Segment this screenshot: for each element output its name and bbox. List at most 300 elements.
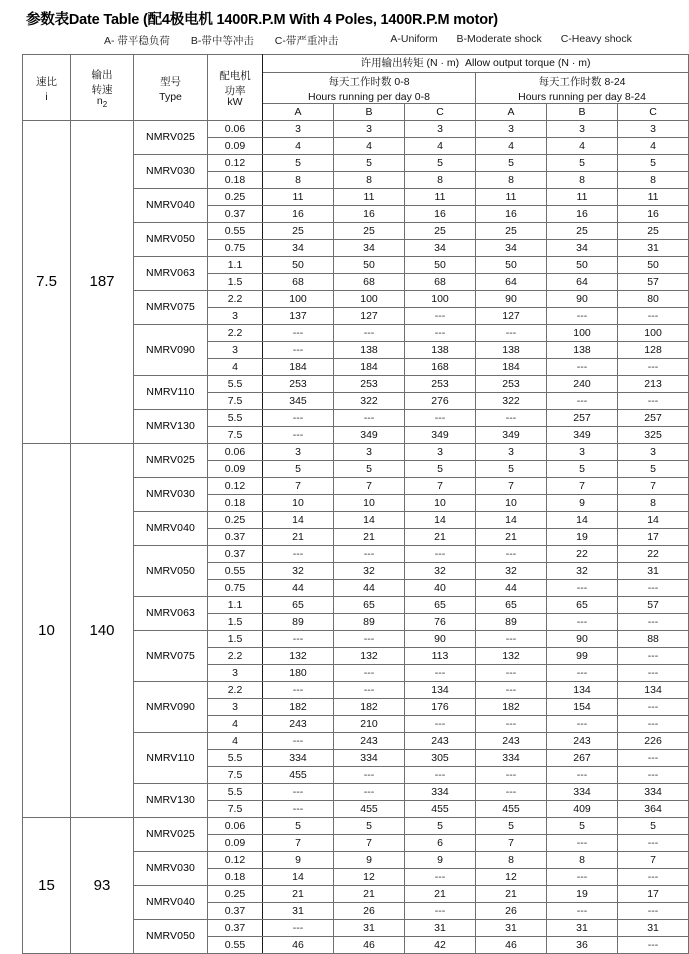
torque-cell: 168 (405, 359, 476, 376)
torque-cell: --- (547, 903, 618, 920)
torque-cell: 182 (263, 699, 334, 716)
torque-cell: --- (476, 631, 547, 648)
header-type-en: Type (159, 90, 182, 103)
torque-cell: 10 (263, 495, 334, 512)
torque-cell: 76 (405, 614, 476, 631)
torque-cell: 7 (618, 478, 689, 495)
power-cell: 0.37 (208, 529, 263, 546)
power-cell: 2.2 (208, 291, 263, 308)
model-cell: NMRV040 (134, 512, 208, 546)
torque-cell: 36 (547, 937, 618, 954)
torque-cell: 455 (476, 801, 547, 818)
torque-cell: 5 (405, 461, 476, 478)
power-cell: 7.5 (208, 767, 263, 784)
power-cell: 3 (208, 699, 263, 716)
model-cell: NMRV075 (134, 291, 208, 325)
header-hours1-cn: 每天工作时数 0-8 (328, 76, 410, 88)
torque-cell: 3 (618, 121, 689, 138)
header-power-cn2: 功率 (224, 85, 246, 98)
torque-cell: 409 (547, 801, 618, 818)
torque-cell: 16 (405, 206, 476, 223)
torque-cell: --- (618, 648, 689, 665)
power-cell: 0.09 (208, 835, 263, 852)
power-cell: 5.5 (208, 410, 263, 427)
legend-cn-a: A- 带平稳负荷 (104, 35, 170, 47)
torque-cell: 6 (405, 835, 476, 852)
model-cell: NMRV130 (134, 410, 208, 444)
torque-cell: 334 (263, 750, 334, 767)
power-cell: 1.5 (208, 274, 263, 291)
header-col-a1: A (263, 104, 334, 121)
header-type (134, 55, 208, 121)
model-cell: NMRV090 (134, 325, 208, 376)
torque-cell: 253 (263, 376, 334, 393)
torque-cell: 322 (476, 393, 547, 410)
torque-cell: --- (263, 631, 334, 648)
torque-cell: 138 (334, 342, 405, 359)
torque-cell: 68 (263, 274, 334, 291)
header-hours1-en: Hours running per day 0-8 (308, 91, 430, 104)
torque-cell: --- (476, 767, 547, 784)
power-cell: 0.25 (208, 189, 263, 206)
torque-cell: 16 (547, 206, 618, 223)
torque-cell: --- (476, 716, 547, 733)
torque-cell: 25 (263, 223, 334, 240)
ratio-cell: 15 (23, 818, 71, 954)
torque-cell: 100 (334, 291, 405, 308)
power-cell: 0.06 (208, 121, 263, 138)
torque-cell: 334 (334, 750, 405, 767)
torque-cell: --- (263, 920, 334, 937)
power-cell: 5.5 (208, 376, 263, 393)
table-head (23, 55, 689, 121)
power-cell: 3 (208, 308, 263, 325)
torque-cell: 12 (334, 869, 405, 886)
torque-cell: 21 (476, 886, 547, 903)
torque-cell: 34 (547, 240, 618, 257)
torque-cell: 89 (263, 614, 334, 631)
header-torque-en: Allow output torque (N · m) (465, 56, 591, 69)
torque-cell: --- (263, 342, 334, 359)
torque-cell: 7 (263, 478, 334, 495)
torque-cell: 100 (263, 291, 334, 308)
torque-cell: 184 (263, 359, 334, 376)
torque-cell: --- (476, 682, 547, 699)
torque-cell: 5 (334, 818, 405, 835)
torque-cell: --- (263, 410, 334, 427)
power-cell: 2.2 (208, 682, 263, 699)
torque-cell: 89 (334, 614, 405, 631)
torque-cell: 5 (618, 818, 689, 835)
torque-cell: 11 (618, 189, 689, 206)
torque-cell: 14 (334, 512, 405, 529)
header-rpm-subscript: 2 (102, 99, 108, 109)
torque-cell: --- (334, 682, 405, 699)
header-hours-8-24 (476, 73, 689, 104)
torque-cell: 243 (476, 733, 547, 750)
legend-en-b: B-Moderate shock (456, 33, 542, 45)
torque-cell: 113 (405, 648, 476, 665)
torque-cell: 322 (334, 393, 405, 410)
torque-cell: 14 (547, 512, 618, 529)
torque-cell: 57 (618, 597, 689, 614)
model-cell: NMRV030 (134, 155, 208, 189)
torque-cell: 455 (263, 767, 334, 784)
torque-cell: --- (547, 614, 618, 631)
torque-cell: 14 (476, 512, 547, 529)
torque-cell: 8 (334, 172, 405, 189)
torque-cell: 226 (618, 733, 689, 750)
torque-cell: 345 (263, 393, 334, 410)
power-cell: 0.18 (208, 495, 263, 512)
power-cell: 0.37 (208, 206, 263, 223)
torque-cell: --- (547, 767, 618, 784)
torque-cell: 65 (263, 597, 334, 614)
torque-cell: 68 (334, 274, 405, 291)
torque-cell: 5 (334, 155, 405, 172)
torque-cell: 10 (476, 495, 547, 512)
torque-cell: 46 (334, 937, 405, 954)
torque-cell: 7 (476, 478, 547, 495)
torque-cell: 305 (405, 750, 476, 767)
torque-cell: 88 (618, 631, 689, 648)
torque-cell: --- (334, 631, 405, 648)
torque-cell: 253 (405, 376, 476, 393)
torque-cell: 180 (263, 665, 334, 682)
torque-cell: 7 (334, 478, 405, 495)
torque-cell: 8 (405, 172, 476, 189)
power-cell: 0.37 (208, 920, 263, 937)
model-cell: NMRV063 (134, 597, 208, 631)
table-row (23, 121, 689, 138)
power-cell: 0.55 (208, 937, 263, 954)
torque-cell: 32 (263, 563, 334, 580)
page-title: 参数表Date Table (配4极电机 1400R.P.M With 4 Poles, 1400R.P.M motor) (26, 12, 498, 28)
torque-cell: 34 (476, 240, 547, 257)
model-cell: NMRV030 (134, 852, 208, 886)
model-cell: NMRV040 (134, 189, 208, 223)
torque-cell: 3 (618, 444, 689, 461)
torque-cell: --- (547, 393, 618, 410)
header-power-unit: kW (227, 96, 243, 109)
torque-cell: 65 (334, 597, 405, 614)
torque-cell: 132 (263, 648, 334, 665)
torque-cell: --- (334, 784, 405, 801)
torque-cell: 57 (618, 274, 689, 291)
table-body (23, 121, 689, 954)
torque-cell: 65 (476, 597, 547, 614)
torque-cell: 243 (263, 716, 334, 733)
torque-cell: 4 (405, 138, 476, 155)
header-col-b1: B (334, 104, 405, 121)
torque-cell: 349 (405, 427, 476, 444)
power-cell: 0.75 (208, 580, 263, 597)
torque-cell: --- (618, 393, 689, 410)
torque-cell: 17 (618, 529, 689, 546)
torque-cell: 5 (547, 461, 618, 478)
header-hours2-en: Hours running per day 8-24 (518, 91, 646, 104)
torque-cell: 240 (547, 376, 618, 393)
header-output-speed (71, 55, 134, 121)
header-torque (263, 55, 689, 73)
torque-cell: 21 (476, 529, 547, 546)
torque-cell: --- (476, 410, 547, 427)
torque-cell: --- (263, 325, 334, 342)
torque-cell: 9 (263, 852, 334, 869)
model-cell: NMRV063 (134, 257, 208, 291)
header-col-a2: A (476, 104, 547, 121)
torque-cell: 3 (476, 444, 547, 461)
torque-cell: 11 (405, 189, 476, 206)
torque-cell: 10 (405, 495, 476, 512)
torque-cell: --- (476, 325, 547, 342)
torque-cell: 5 (618, 461, 689, 478)
ratio-cell: 7.5 (23, 121, 71, 444)
model-cell: NMRV075 (134, 631, 208, 682)
torque-cell: --- (618, 869, 689, 886)
torque-cell: 100 (618, 325, 689, 342)
torque-cell: 32 (547, 563, 618, 580)
header-type-cn: 型号 (160, 75, 181, 88)
torque-cell: 9 (547, 495, 618, 512)
torque-cell: --- (405, 869, 476, 886)
power-cell: 2.2 (208, 648, 263, 665)
torque-cell: --- (405, 308, 476, 325)
torque-cell: 7 (618, 852, 689, 869)
torque-cell: 90 (476, 291, 547, 308)
model-cell: NMRV030 (134, 478, 208, 512)
header-rpm-cn1: 输出 (91, 68, 113, 81)
torque-cell: 184 (334, 359, 405, 376)
power-cell: 0.75 (208, 240, 263, 257)
torque-cell: 31 (547, 920, 618, 937)
torque-cell: 334 (405, 784, 476, 801)
torque-cell: 100 (547, 325, 618, 342)
torque-cell: 44 (476, 580, 547, 597)
model-cell: NMRV130 (134, 784, 208, 818)
torque-cell: 5 (263, 155, 334, 172)
torque-cell: 5 (476, 155, 547, 172)
torque-cell: 4 (476, 138, 547, 155)
torque-cell: 138 (405, 342, 476, 359)
header-power-cn1: 配电机 (219, 69, 251, 82)
torque-cell: 8 (547, 172, 618, 189)
power-cell: 5.5 (208, 784, 263, 801)
legend-en-c: C-Heavy shock (560, 33, 632, 45)
torque-cell: 44 (334, 580, 405, 597)
header-col-c1: C (405, 104, 476, 121)
header-col-c2: C (618, 104, 689, 121)
torque-cell: --- (334, 325, 405, 342)
torque-cell: --- (618, 903, 689, 920)
ratio-cell: 10 (23, 444, 71, 818)
model-cell: NMRV040 (134, 886, 208, 920)
torque-cell: --- (476, 665, 547, 682)
torque-cell: 50 (263, 257, 334, 274)
power-cell: 0.18 (208, 172, 263, 189)
torque-cell: 21 (334, 886, 405, 903)
legend-row (0, 31, 644, 54)
torque-cell: 8 (618, 172, 689, 189)
torque-cell: --- (618, 699, 689, 716)
torque-cell: 26 (334, 903, 405, 920)
torque-cell: 4 (618, 138, 689, 155)
torque-cell: 50 (405, 257, 476, 274)
torque-cell: 7 (263, 835, 334, 852)
table-row (23, 818, 689, 835)
torque-cell: 364 (618, 801, 689, 818)
torque-cell: 154 (547, 699, 618, 716)
header-ratio-cn: 速比 (36, 75, 57, 88)
header-ratio-symbol: i (45, 90, 48, 103)
torque-cell: --- (334, 410, 405, 427)
torque-cell: --- (618, 835, 689, 852)
torque-cell: --- (618, 359, 689, 376)
power-cell: 3 (208, 342, 263, 359)
torque-cell: 3 (547, 444, 618, 461)
torque-cell: 134 (618, 682, 689, 699)
power-cell: 0.12 (208, 852, 263, 869)
torque-cell: 17 (618, 886, 689, 903)
header-hours-0-8 (263, 73, 476, 104)
torque-cell: 31 (618, 920, 689, 937)
torque-cell: 182 (334, 699, 405, 716)
power-cell: 7.5 (208, 801, 263, 818)
torque-cell: 210 (334, 716, 405, 733)
torque-cell: 267 (547, 750, 618, 767)
torque-cell: 14 (405, 512, 476, 529)
torque-cell: --- (476, 784, 547, 801)
legend-cn-c: C-带严重冲击 (274, 35, 339, 47)
torque-cell: --- (405, 665, 476, 682)
torque-cell: 32 (405, 563, 476, 580)
power-cell: 0.09 (208, 461, 263, 478)
legend-chinese (104, 33, 356, 48)
torque-cell: 14 (263, 512, 334, 529)
torque-cell: 132 (334, 648, 405, 665)
torque-cell: 80 (618, 291, 689, 308)
torque-cell: 253 (334, 376, 405, 393)
torque-cell: 90 (547, 631, 618, 648)
power-cell: 3 (208, 665, 263, 682)
torque-cell: --- (405, 325, 476, 342)
torque-cell: 4 (263, 138, 334, 155)
torque-cell: 128 (618, 342, 689, 359)
torque-cell: 3 (405, 444, 476, 461)
torque-cell: 25 (547, 223, 618, 240)
power-cell: 0.55 (208, 563, 263, 580)
torque-cell: --- (547, 665, 618, 682)
torque-cell: 21 (334, 529, 405, 546)
torque-cell: 5 (405, 818, 476, 835)
torque-cell: 34 (263, 240, 334, 257)
torque-cell: 5 (263, 818, 334, 835)
torque-cell: --- (476, 546, 547, 563)
torque-cell: 90 (405, 631, 476, 648)
torque-cell: --- (618, 580, 689, 597)
header-rpm-cn2: 转速 (91, 83, 113, 96)
torque-cell: 137 (263, 308, 334, 325)
torque-cell: 134 (405, 682, 476, 699)
torque-cell: 325 (618, 427, 689, 444)
header-torque-cn: 许用输出转矩 (N · m) (360, 56, 460, 69)
power-cell: 1.1 (208, 597, 263, 614)
torque-cell: 213 (618, 376, 689, 393)
torque-cell: 243 (405, 733, 476, 750)
torque-cell: 21 (405, 529, 476, 546)
torque-cell: 34 (405, 240, 476, 257)
torque-cell: 50 (618, 257, 689, 274)
torque-cell: 3 (263, 444, 334, 461)
torque-cell: 21 (263, 529, 334, 546)
torque-cell: 4 (334, 138, 405, 155)
power-cell: 4 (208, 733, 263, 750)
torque-cell: --- (618, 614, 689, 631)
torque-cell: 89 (476, 614, 547, 631)
torque-cell: 4 (547, 138, 618, 155)
torque-cell: 276 (405, 393, 476, 410)
parameter-table (22, 54, 689, 954)
torque-cell: 32 (334, 563, 405, 580)
torque-cell: 42 (405, 937, 476, 954)
torque-cell: 9 (334, 852, 405, 869)
torque-cell: --- (263, 784, 334, 801)
torque-cell: 334 (476, 750, 547, 767)
torque-cell: 50 (334, 257, 405, 274)
torque-cell: --- (618, 665, 689, 682)
model-cell: NMRV050 (134, 223, 208, 257)
legend-english (390, 33, 648, 48)
torque-cell: 11 (263, 189, 334, 206)
power-cell: 0.12 (208, 155, 263, 172)
model-cell: NMRV025 (134, 444, 208, 478)
torque-cell: 176 (405, 699, 476, 716)
torque-cell: 32 (476, 563, 547, 580)
power-cell: 4 (208, 359, 263, 376)
header-ratio (23, 55, 71, 121)
torque-cell: --- (547, 580, 618, 597)
torque-cell: 349 (334, 427, 405, 444)
torque-cell: 3 (476, 121, 547, 138)
torque-cell: --- (618, 937, 689, 954)
torque-cell: 127 (334, 308, 405, 325)
power-cell: 1.5 (208, 631, 263, 648)
torque-cell: --- (618, 750, 689, 767)
torque-cell: 349 (547, 427, 618, 444)
torque-cell: --- (334, 767, 405, 784)
torque-cell: 34 (334, 240, 405, 257)
torque-cell: --- (405, 903, 476, 920)
power-cell: 0.12 (208, 478, 263, 495)
torque-cell: 182 (476, 699, 547, 716)
torque-cell: 90 (547, 291, 618, 308)
torque-cell: 5 (618, 155, 689, 172)
torque-cell: 8 (547, 852, 618, 869)
torque-cell: 8 (618, 495, 689, 512)
torque-cell: 138 (547, 342, 618, 359)
torque-cell: 31 (618, 240, 689, 257)
torque-cell: 334 (547, 784, 618, 801)
torque-cell: 46 (263, 937, 334, 954)
torque-cell: 31 (405, 920, 476, 937)
header-row-1 (23, 55, 689, 73)
torque-cell: 64 (547, 274, 618, 291)
legend-cn-b: B-带中等冲击 (190, 35, 254, 47)
torque-cell: 7 (476, 835, 547, 852)
torque-cell: 8 (476, 172, 547, 189)
torque-cell: 68 (405, 274, 476, 291)
torque-cell: 12 (476, 869, 547, 886)
